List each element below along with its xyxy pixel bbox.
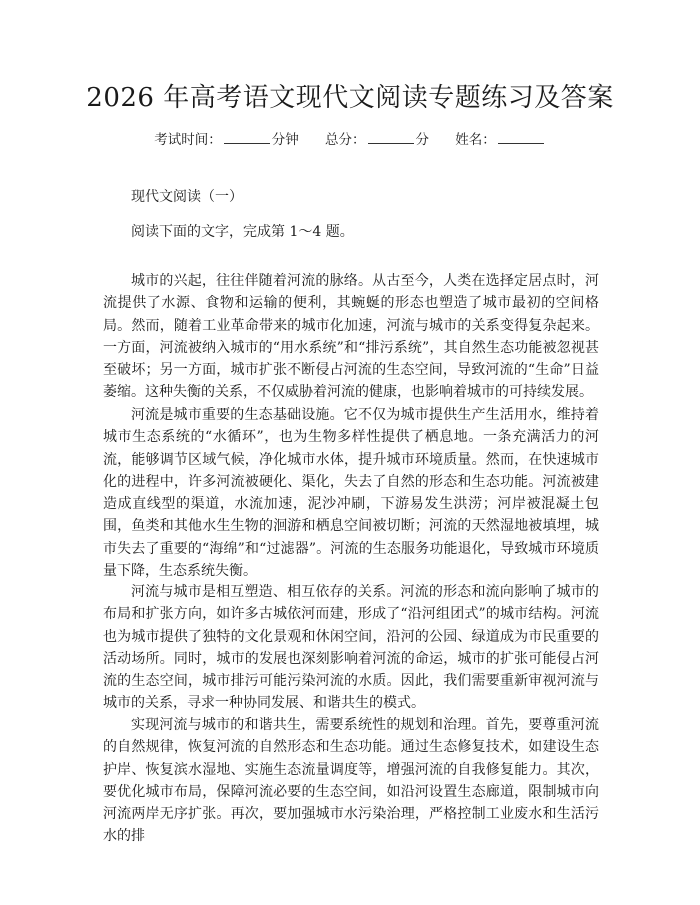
exam-time-label: 考试时间： xyxy=(154,132,222,148)
name-blank[interactable] xyxy=(498,131,544,144)
total-score-blank[interactable] xyxy=(368,131,414,144)
name-field xyxy=(455,130,546,150)
total-score-unit: 分 xyxy=(415,132,429,148)
reading-instruction: 阅读下面的文字，完成第 1～4 题。 xyxy=(131,224,354,240)
paragraph-1: 城市的兴起，往往伴随着河流的脉络。从古至今，人类在选择定居点时，河流提供了水源、食物和运输的便利，其蜿蜒的形态也塑造了城市最初的空间格局。然而，随着工业革命带来的城市化加速，河流与城市的关系变得复杂起来。一方面，河流被纳入城市的“用水系统”和“排污系统”，其自然生态功能被忽视甚至破坏；另一方面，城市扩张不断侵占河流的生态空间，导致河流的“生命”日益萎缩。这种失衡的关系，不仅威胁着河流的健康，也影响着城市的可持续发展。 xyxy=(103,273,599,401)
exam-time-field xyxy=(154,130,299,150)
paragraph-4: 实现河流与城市的和谐共生，需要系统性的规划和治理。首先，要尊重河流的自然规律，恢复河流的自然形态和生态功能。通过生态修复技术，如建设生态护岸、恢复滨水湿地、实施生态流量调度等，增强河流的自我修复能力。其次，要优化城市布局，保障河流必要的生态空间，如沿河设置生态廊道，限制城市向河流两岸无序扩张。再次，要加强城市水污染治理，严格控制工业废水和生活污水的排 xyxy=(103,717,599,845)
total-score-field xyxy=(325,130,429,150)
exam-meta-line xyxy=(0,130,700,150)
paragraph-3: 河流与城市是相互塑造、相互依存的关系。河流的形态和流向影响了城市的布局和扩张方向，如许多古城依河而建，形成了“沿河组团式”的城市结构。河流也为城市提供了独特的文化景观和休闲空间，沿河的公园、绿道成为市民重要的活动场所。同时，城市的发展也深刻影响着河流的命运，城市的扩张可能侵占河流的生态空间，城市排污可能污染河流的水质。因此，我们需要重新审视河流与城市的关系，寻求一种协同发展、和谐共生的模式。 xyxy=(103,584,599,712)
paragraph-2: 河流是城市重要的生态基础设施。它不仅为城市提供生产生活用水，维持着城市生态系统的“水循环”，也为生物多样性提供了栖息地。一条充满活力的河流，能够调节区域气候，净化城市水体，提升城市环境质量。然而，在快速城市化的进程中，许多河流被硬化、渠化，失去了自然的形态和生态功能。河流被建造成直线型的渠道，水流加速，泥沙冲刷，下游易发生洪涝；河岸被混凝土包围，鱼类和其他水生生物的洄游和栖息空间被切断；河流的天然湿地被填埋，城市失去了重要的“海绵”和“过滤器”。河流的生态服务功能退化，导致城市环境质量下降，生态系统失衡。 xyxy=(103,407,599,580)
exam-time-unit: 分钟 xyxy=(271,132,299,148)
name-label: 姓名： xyxy=(455,132,496,148)
document-title: 2026 年高考语文现代文阅读专题练习及答案 xyxy=(86,83,614,113)
total-score-label: 总分： xyxy=(325,132,366,148)
exam-time-blank[interactable] xyxy=(224,131,270,144)
section-title: 现代文阅读（一） xyxy=(131,189,243,205)
